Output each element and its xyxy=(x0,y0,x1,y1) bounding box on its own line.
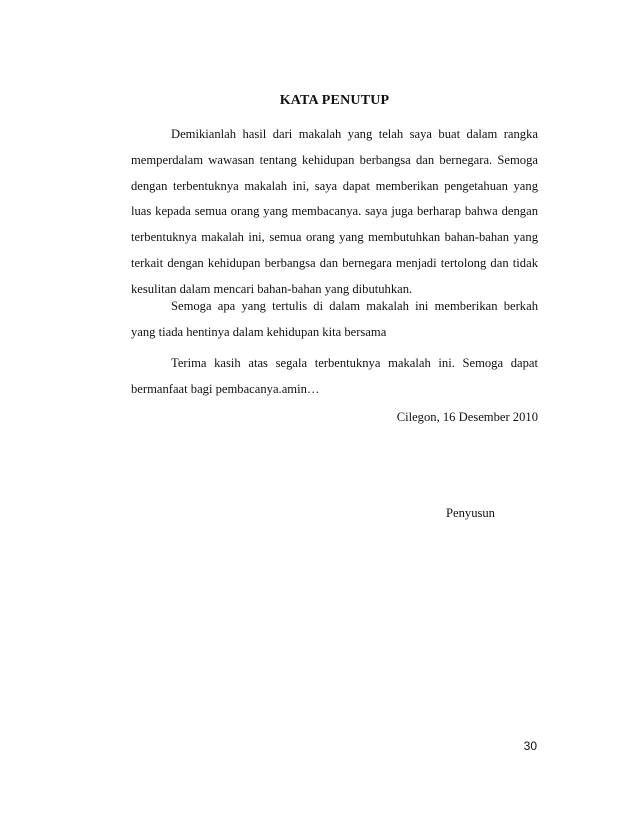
page-title: KATA PENUTUP xyxy=(279,93,390,108)
paragraph-thanks: Terima kasih atas segala terbentuknya makalah ini. Semoga dapat bermanfaat bagi pembacanya.amin… xyxy=(131,356,538,396)
paragraph-closing: Demikianlah hasil dari makalah yang telah saya buat dalam rangka memperdalam wawasan tentang kehidupan berbangsa dan bernegara. Semoga dengan terbentuknya makalah ini, saya dapat memberikan pengetahuan yang luas kepada semua orang yang membacanya. saya juga berharap bahwa dengan terbentuknya makalah ini, semua orang yang membutuhkan bahan-bahan yang terkait dengan kehidupan berbangsa dan bernegara menjadi tertolong dan tidak kesulitan dalam mencari bahan-bahan yang dibutuhkan. xyxy=(131,127,538,296)
place-date: Cilegon, 16 Desember 2010 xyxy=(396,410,538,424)
paragraph-blessing: Semoga apa yang tertulis di dalam makalah ini memberikan berkah yang tiada hentinya dalam kehidupan kita bersama xyxy=(131,299,538,339)
page-number: 30 xyxy=(523,739,537,753)
signer-label: Penyusun xyxy=(446,506,495,520)
